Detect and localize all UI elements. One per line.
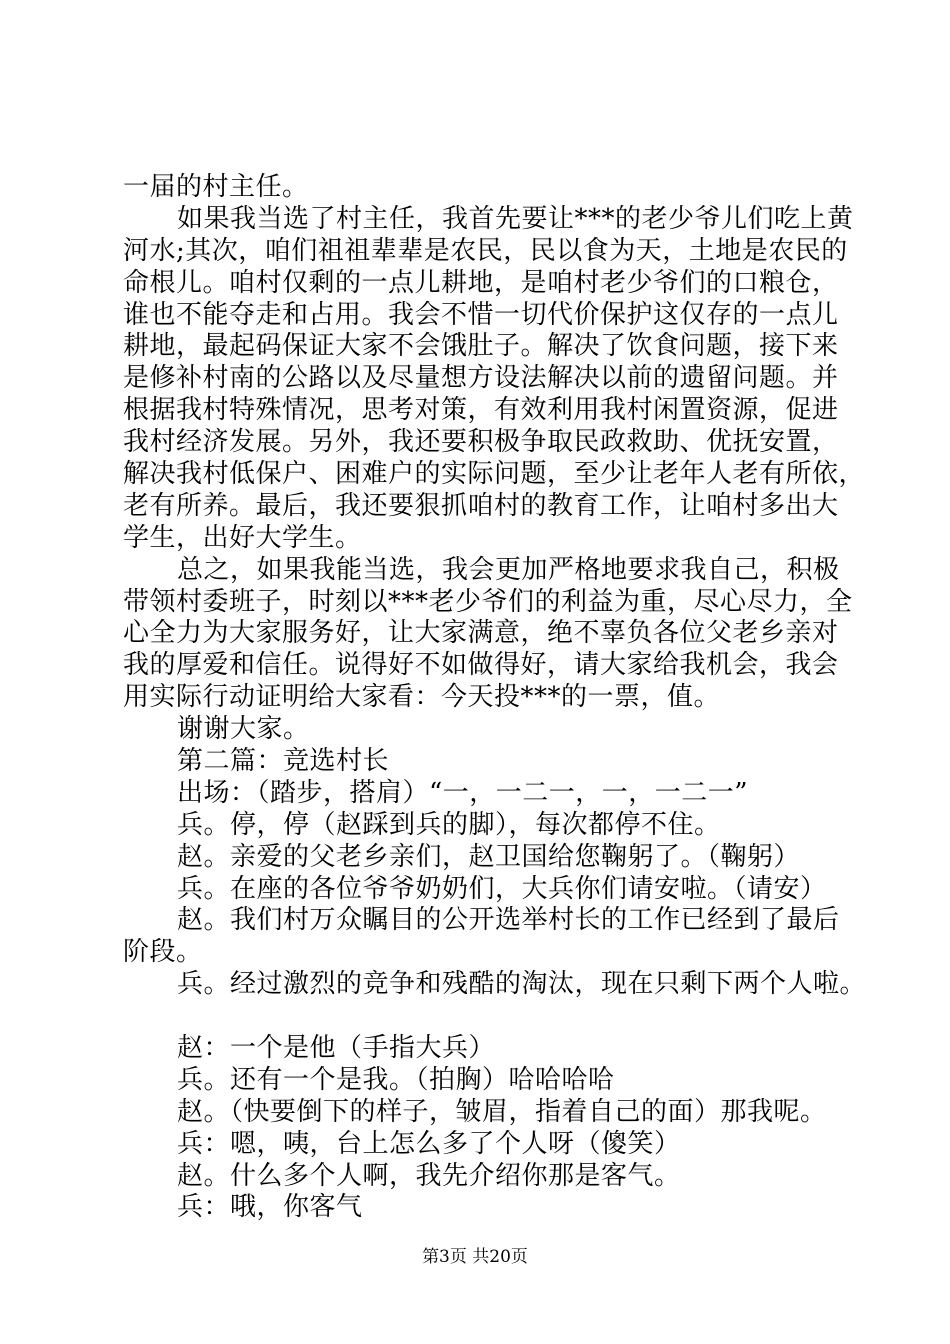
dialogue-line: 阶段。 [123, 937, 203, 967]
text-line: 耕地，最起码保证大家不会饿肚子。解决了饮食问题，接下来 [123, 331, 839, 361]
dialogue-line: 赵。什么多个人啊，我先介绍你那是客气。 [177, 1161, 681, 1191]
text-line: 是修补村南的公路以及尽量想方设法解决以前的遗留问题。并 [123, 363, 839, 393]
text-line: 解决我村低保户、困难户的实际问题，至少让老年人老有所依， [123, 459, 866, 489]
text-line: 心全力为大家服务好，让大家满意，绝不辜负各位父老乡亲对 [123, 618, 839, 648]
section-heading: 第二篇：竞选村长 [177, 746, 390, 776]
paragraph-start: 谢谢大家。 [177, 714, 310, 744]
dialogue-line: 兵。在座的各位爷爷奶奶们，大兵你们请安啦。（请安） [177, 874, 827, 904]
dialogue-line: 兵。经过激烈的竞争和残酷的淘汰，现在只剩下两个人啦。 [177, 969, 867, 999]
paragraph-start: 如果我当选了村主任，我首先要让***的老少爷儿们吃上黄 [177, 204, 854, 234]
text-line: 命根儿。咱村仅剩的一点儿耕地，是咱村老少爷们的口粮仓， [123, 268, 839, 298]
dialogue-line: 兵：哦，你客气 [177, 1192, 363, 1222]
dialogue-line: 赵。我们村万众瞩目的公开选举村长的工作已经到了最后 [177, 905, 840, 935]
dialogue-line: 赵。（快要倒下的样子，皱眉，指着自己的面）那我呢。 [177, 1097, 827, 1127]
dialogue-line: 赵：一个是他（手指大兵） [177, 1033, 496, 1063]
dialogue-line: 赵。亲爱的父老乡亲们，赵卫国给您鞠躬了。（鞠躬） [177, 842, 801, 872]
paragraph-start: 总之，如果我能当选，我会更加严格地要求我自己，积极 [177, 555, 840, 585]
dialogue-line: 兵：嗯，咦，台上怎么多了个人呀（傻笑） [177, 1129, 681, 1159]
text-line: 我的厚爱和信任。说得好不如做得好，请大家给我机会，我会 [123, 650, 839, 680]
text-line: 学生，出好大学生。 [123, 523, 362, 553]
text-line: 谁也不能夺走和占用。我会不惜一切代价保护这仅存的一点儿 [123, 300, 839, 330]
text-line: 带领村委班子，时刻以***老少爷们的利益为重，尽心尽力，全 [123, 587, 853, 617]
text-line: 用实际行动证明给大家看：今天投***的一票，值。 [123, 682, 721, 712]
stage-direction: 出场：（踏步，搭肩）“一，一二一，一，一二一” [177, 778, 749, 808]
text-line: 老有所养。最后，我还要狠抓咱村的教育工作，让咱村多出大 [123, 491, 839, 521]
dialogue-line: 兵。停，停（赵踩到兵的脚），每次都停不住。 [177, 810, 721, 840]
text-line: 我村经济发展。另外，我还要积极争取民政救助、优抚安置， [123, 427, 839, 457]
dialogue-line: 兵。还有一个是我。（拍胸）哈哈哈哈 [177, 1065, 615, 1095]
text-line: 一届的村主任。 [123, 172, 309, 202]
page-footer: 第3页 共20页 [422, 1247, 528, 1267]
text-line: 河水;其次，咱们祖祖辈辈是农民，民以食为天，土地是农民的 [123, 236, 848, 266]
text-line: 根据我村特殊情况，思考对策，有效利用我村闲置资源，促进 [123, 395, 839, 425]
